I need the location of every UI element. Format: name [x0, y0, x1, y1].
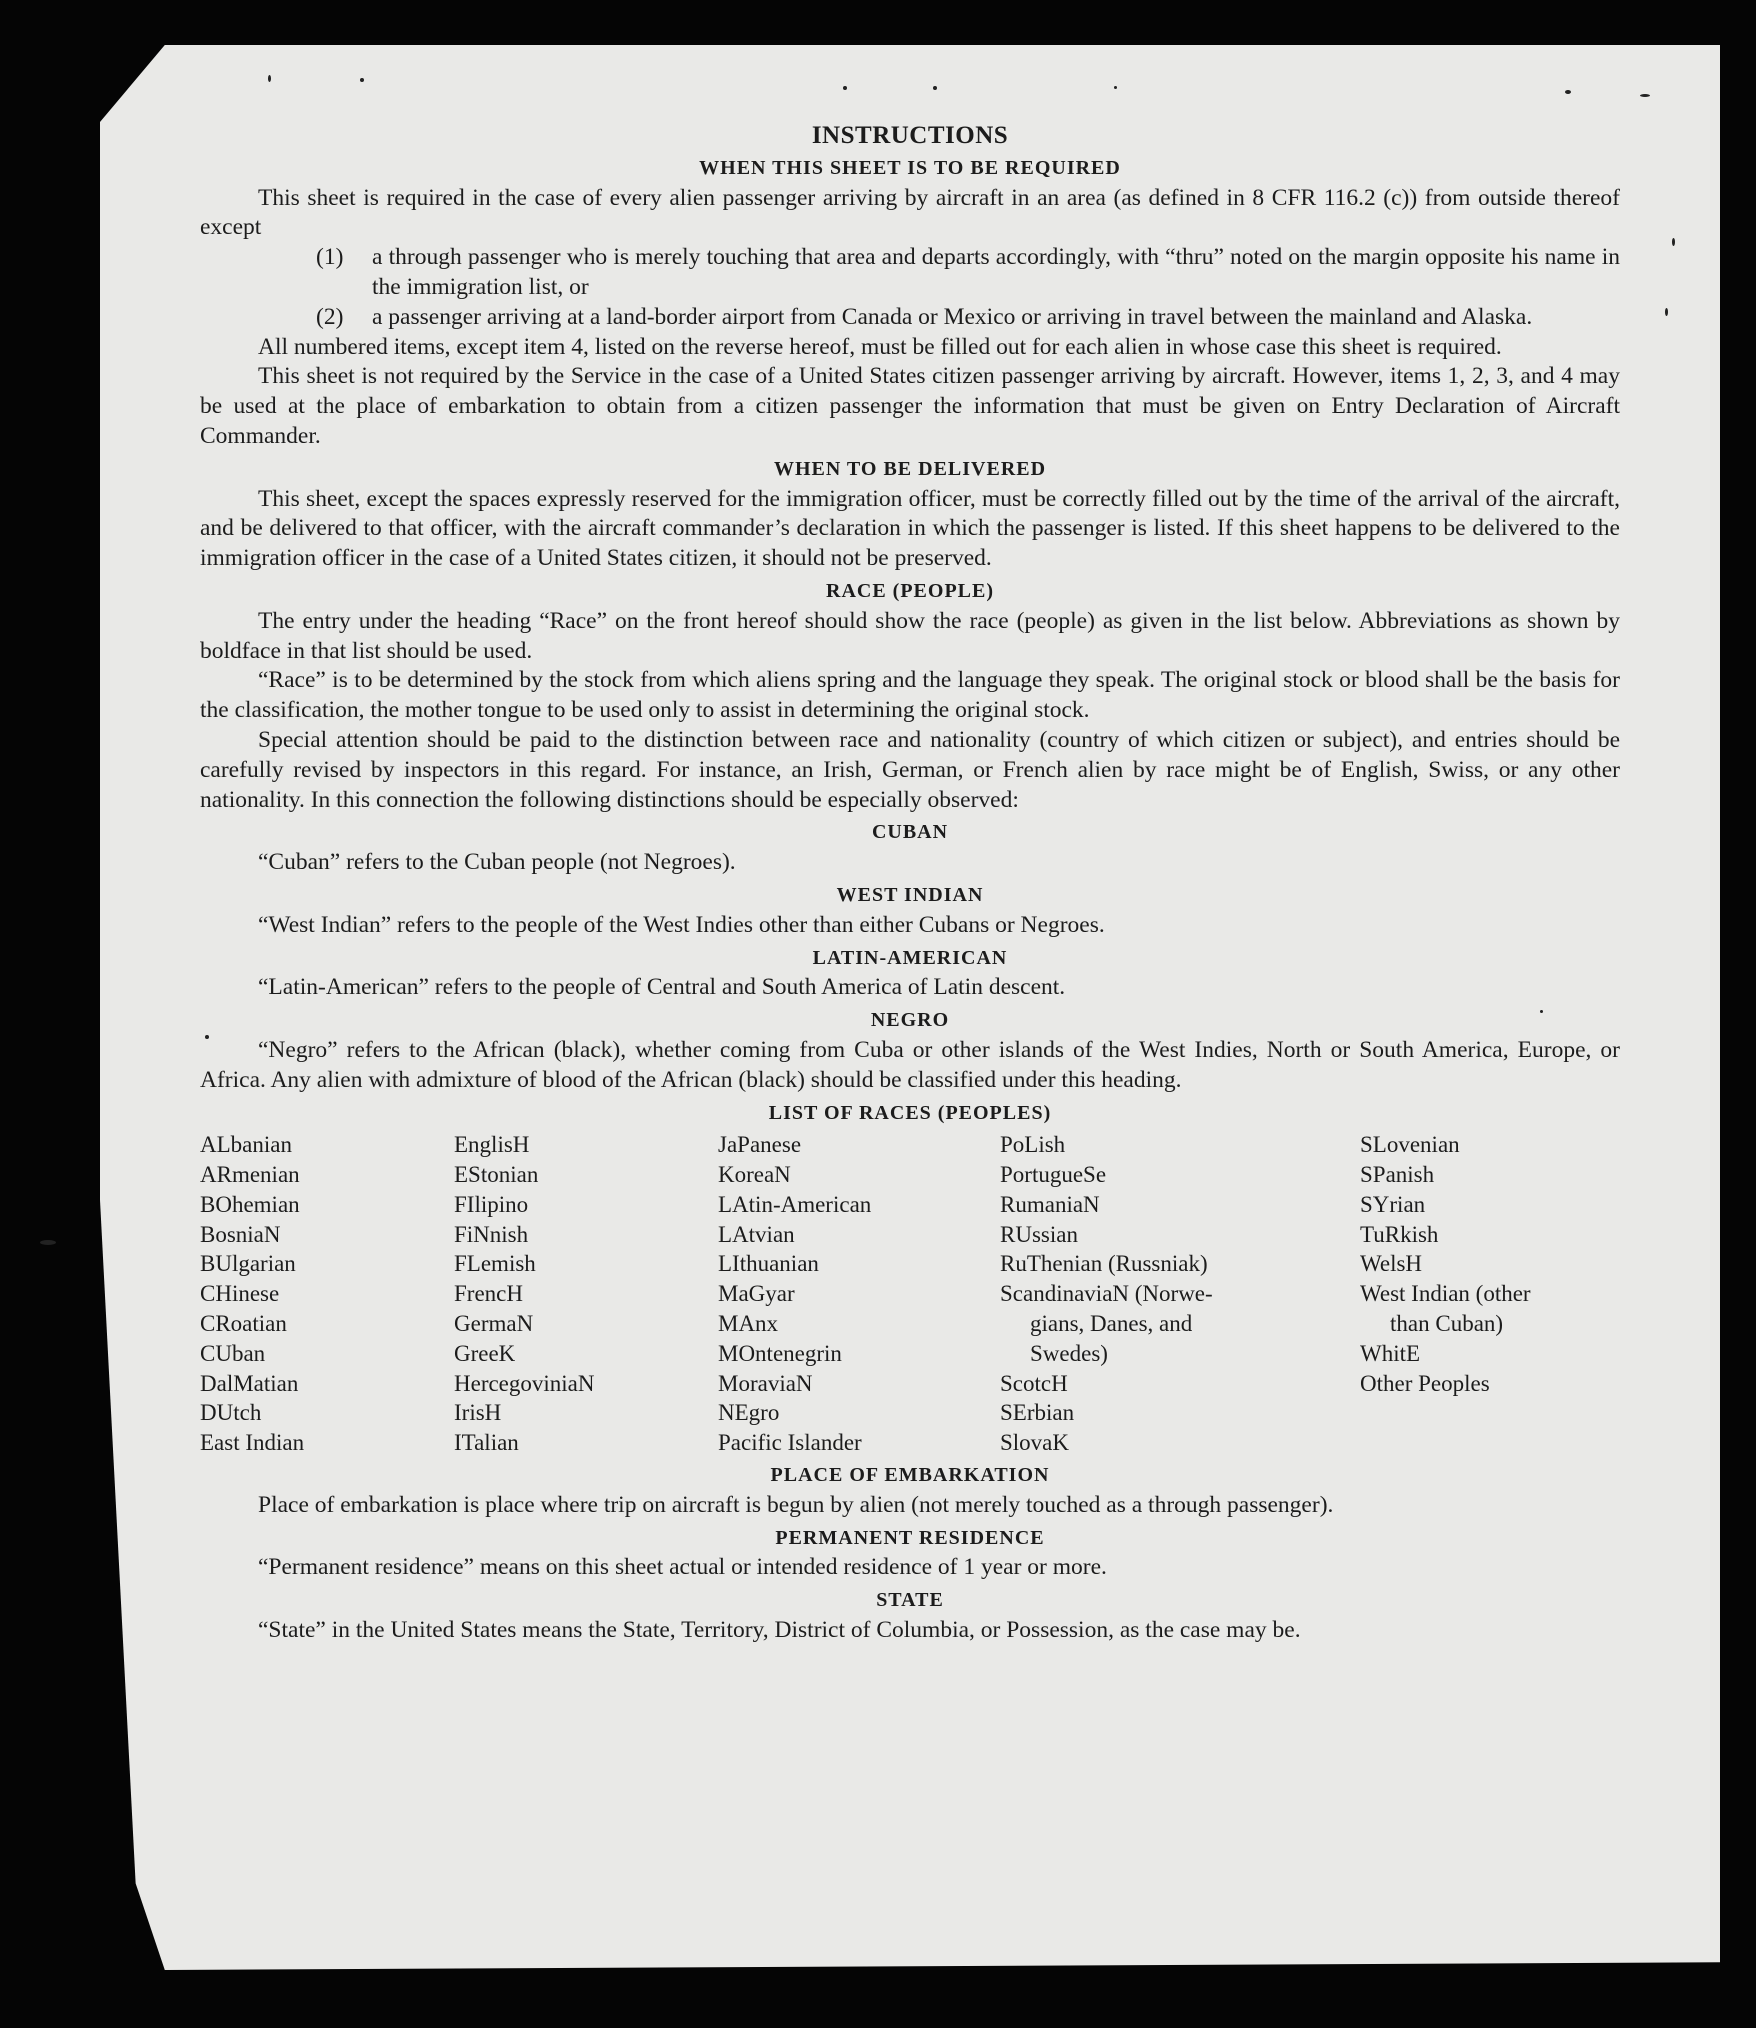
race-entry: FiNnish	[454, 1221, 529, 1247]
heading-permanent-residence: PERMANENT RESIDENCE	[775, 1526, 1045, 1549]
item-number: (1)	[316, 244, 344, 271]
scan-speck	[1665, 308, 1668, 316]
race-entry: DalMatian	[200, 1370, 299, 1396]
race-entry: LIthuanian	[718, 1251, 819, 1277]
race-entry: LAtvian	[718, 1221, 795, 1247]
paragraph: “State” in the United States means the State, Territory, District of Columbia, or Possession, as the case may be.	[258, 1617, 1301, 1644]
race-entry: Swedes)	[1030, 1340, 1108, 1366]
race-entry: JaPanese	[718, 1132, 802, 1158]
race-entry: SlovaK	[1000, 1430, 1069, 1456]
paragraph: “Latin-American” refers to the people of Central and South America of Latin descent.	[258, 974, 1066, 1001]
race-entry: LAtin-American	[718, 1191, 872, 1217]
paragraph: This sheet is required in the case of every alien passenger arriving by aircraft in an area (as defined in 8 CFR 116.2 (c)) from outside thereof except	[200, 184, 1620, 241]
scan-speck	[1672, 238, 1675, 246]
race-entry: KoreaN	[718, 1162, 791, 1188]
paragraph: “Negro” refers to the African (black), whether coming from Cuba or other islands of the West Indies, North or South America, Europe, or Africa. Any alien with admixture of blood of the African (black) should be classified under this heading.	[200, 1036, 1620, 1093]
item-text: a passenger arriving at a land-border airport from Canada or Mexico or arriving in travel between the mainland and Alaska.	[372, 303, 1533, 330]
heading-latin-american: LATIN-AMERICAN	[812, 946, 1008, 969]
race-entry: ALbanian	[200, 1132, 292, 1158]
race-entry: WhitE	[1360, 1340, 1421, 1366]
race-entry: IrisH	[454, 1400, 502, 1426]
heading-cuban: CUBAN	[871, 821, 949, 844]
paragraph: The entry under the heading “Race” on the front hereof should show the race (people) as given in the list below. Abbreviations as shown by boldface in that list should be used.	[200, 607, 1620, 664]
scan-speck	[1540, 1010, 1543, 1013]
race-entry: West Indian (other	[1360, 1281, 1531, 1307]
page-title: INSTRUCTIONS	[811, 122, 1009, 149]
race-entry: CRoatian	[200, 1311, 287, 1337]
race-entry: ARmenian	[200, 1162, 300, 1188]
list-item	[200, 303, 1620, 333]
race-entry: RumaniaN	[1000, 1191, 1100, 1217]
scan-speck	[843, 86, 847, 90]
scan-speck	[1114, 86, 1117, 89]
paragraph: “Cuban” refers to the Cuban people (not Negroes).	[258, 849, 736, 876]
paragraph: This sheet is not required by the Service in the case of a United States citizen passenger arriving by aircraft. However, items 1, 2, 3, and 4 may be used at the place of embarkation to obtain from a citizen passenger the information that must be given on Entry Declaration of Aircraft Commander.	[200, 363, 1620, 449]
race-entry: PoLish	[1000, 1132, 1066, 1158]
scan-speck	[360, 78, 364, 82]
document-content	[200, 118, 1620, 1646]
race-entry: BosniaN	[200, 1221, 281, 1247]
scan-speck	[268, 75, 271, 82]
race-entry: East Indian	[200, 1430, 305, 1456]
race-entry: GreeK	[454, 1340, 516, 1366]
race-entry: Other Peoples	[1360, 1370, 1490, 1396]
races-column	[1360, 1130, 1610, 1458]
race-entry: MOntenegrin	[718, 1340, 842, 1366]
race-entry: SErbian	[1000, 1400, 1075, 1426]
heading-when-delivered: WHEN TO BE DELIVERED	[773, 457, 1047, 480]
paragraph: Special attention should be paid to the distinction between race and nationality (country of which citizen or subject), and entries should be carefully revised by inspectors in this regard. For instance, an Irish, German, or French alien by race might be of English, Swiss, or any other nationality. In this connection the following distinctions should be especially observed:	[200, 726, 1620, 813]
paragraph: This sheet, except the spaces expressly reserved for the immigration officer, must be correctly filled out by the time of the arrival of the aircraft, and be delivered to that officer, with the aircraft commander’s declaration in which the passenger is listed. If this sheet happens to be delivered to the immigration officer in the case of a United States citizen, it should not be preserved.	[200, 485, 1620, 572]
heading-list-of-races: LIST OF RACES (PEOPLES)	[768, 1101, 1052, 1124]
race-entry: MoraviaN	[718, 1370, 813, 1396]
race-entry: NEgro	[718, 1400, 780, 1426]
race-entry: RuThenian (Russniak)	[1000, 1251, 1208, 1277]
heading-negro: NEGRO	[870, 1009, 950, 1032]
race-entry: EnglisH	[454, 1132, 530, 1158]
race-entry: CUban	[200, 1340, 266, 1366]
race-entry: SYrian	[1360, 1191, 1426, 1217]
scan-speck	[205, 1035, 209, 1039]
race-entry: ScandinaviaN (Norwe-	[1000, 1281, 1213, 1307]
race-entry: ScotcH	[1000, 1370, 1068, 1396]
paragraph: Place of embarkation is place where trip on aircraft is begun by alien (not merely touched as a through passenger).	[258, 1491, 1334, 1518]
race-entry: TuRkish	[1360, 1221, 1439, 1247]
races-list	[200, 1130, 1620, 1458]
race-entry: BUlgarian	[200, 1251, 296, 1277]
heading-state: STATE	[876, 1589, 944, 1612]
race-entry: GermaN	[454, 1311, 534, 1337]
scan-speck	[1640, 94, 1650, 97]
heading-west-indian: WEST INDIAN	[836, 883, 984, 906]
race-entry: gians, Danes, and	[1030, 1311, 1193, 1337]
race-entry: BOhemian	[200, 1191, 300, 1217]
races-column	[454, 1130, 718, 1458]
race-entry: RUssian	[1000, 1221, 1078, 1247]
item-number: (2)	[316, 303, 344, 330]
paragraph: “Permanent residence” means on this sheet actual or intended residence of 1 year or more.	[258, 1554, 1107, 1581]
paragraph: All numbered items, except item 4, listed on the reverse hereof, must be filled out for each alien in whose case this sheet is required.	[258, 333, 1502, 360]
race-entry: FrencH	[454, 1281, 523, 1307]
race-entry: FIlipino	[454, 1191, 529, 1217]
race-entry: Pacific Islander	[718, 1430, 862, 1456]
scan-speck	[40, 1240, 56, 1245]
race-entry: WelsH	[1360, 1251, 1423, 1277]
heading-race: RACE (PEOPLE)	[826, 579, 994, 602]
race-entry: MaGyar	[718, 1281, 795, 1307]
race-entry: CHinese	[200, 1281, 280, 1307]
heading-place-of-embarkation: PLACE OF EMBARKATION	[770, 1464, 1050, 1487]
race-entry: HercegoviniaN	[454, 1370, 595, 1396]
races-column	[200, 1130, 454, 1458]
race-entry: ITalian	[454, 1430, 519, 1456]
race-entry: PortugueSe	[1000, 1162, 1107, 1188]
list-item	[200, 243, 1620, 303]
paragraph: “Race” is to be determined by the stock from which aliens spring and the language they speak. The original stock or blood shall be the basis for the classification, the mother tongue to be used only to assist in determining the original stock.	[200, 667, 1620, 724]
race-entry: MAnx	[718, 1311, 779, 1337]
paragraph: “West Indian” refers to the people of the West Indies other than either Cubans or Negroes.	[258, 911, 1105, 938]
race-entry: than Cuban)	[1390, 1311, 1504, 1337]
heading-when-required: WHEN THIS SHEET IS TO BE REQUIRED	[699, 156, 1121, 179]
races-column	[1000, 1130, 1360, 1458]
race-entry: SPanish	[1360, 1162, 1435, 1188]
item-text: a through passenger who is merely touching that area and departs accordingly, with “thru” noted on the margin opposite his name in the immigration list, or	[372, 244, 1620, 300]
races-column	[718, 1130, 1000, 1458]
race-entry: EStonian	[454, 1162, 539, 1188]
race-entry: SLovenian	[1360, 1132, 1460, 1158]
race-entry: DUtch	[200, 1400, 262, 1426]
scan-speck	[1565, 90, 1571, 94]
scan-speck	[933, 86, 937, 90]
race-entry: FLemish	[454, 1251, 536, 1277]
